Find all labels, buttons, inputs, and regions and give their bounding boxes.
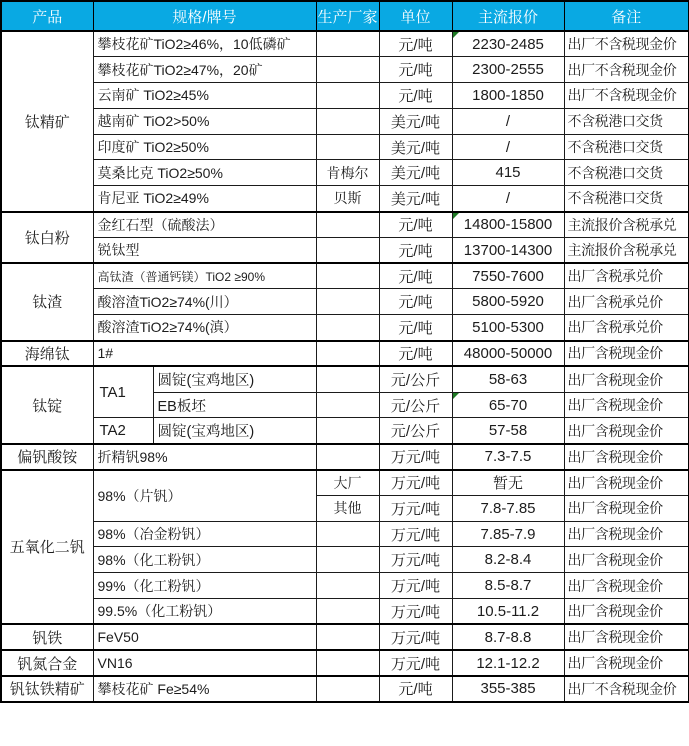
table-row [1,160,689,186]
unit-cell: 元/吨 [379,83,452,109]
spec-cell: 99.5%（化工粉钒） [93,599,316,625]
unit-cell: 元/吨 [379,289,452,315]
table-row [1,263,689,289]
table-row [1,341,689,367]
price-cell: / [452,186,564,212]
column-header-manufacturer: 生产厂家 [316,1,379,31]
price-cell: 5800-5920 [452,289,564,315]
price-cell: 48000-50000 [452,341,564,367]
price-cell: 10.5-11.2 [452,599,564,625]
manufacturer-cell [316,573,379,599]
product-cell: 钛白粉 [1,212,93,264]
note-cell: 出厂含税现金价 [564,444,689,470]
table-row [1,212,689,238]
note-cell: 出厂含税现金价 [564,392,689,418]
table-row [1,134,689,160]
manufacturer-cell [316,263,379,289]
price-cell: 14800-15800 [452,212,564,238]
manufacturer-cell [316,650,379,676]
note-cell: 出厂含税现金价 [564,495,689,521]
product-cell: 钛精矿 [1,31,93,212]
spec-cell: 高钛渣（普通钙镁）TiO2 ≥90% [93,263,316,289]
manufacturer-cell [316,315,379,341]
manufacturer-cell [316,83,379,109]
spec-cell: 攀枝花矿 Fe≥54% [93,676,316,702]
manufacturer-cell: 贝斯 [316,186,379,212]
unit-cell: 美元/吨 [379,186,452,212]
column-header-unit: 单位 [379,1,452,31]
spec-grade-cell: TA1 [93,366,153,418]
manufacturer-cell [316,392,379,418]
table-row [1,31,689,57]
unit-cell: 万元/吨 [379,444,452,470]
spec-cell: 攀枝花矿TiO2≥46%，10低磷矿 [93,31,316,57]
spec-grade-cell: TA2 [93,418,153,444]
spec-cell: 锐钛型 [93,237,316,263]
note-cell: 出厂含税现金价 [564,521,689,547]
price-cell: / [452,134,564,160]
product-cell: 海绵钛 [1,341,93,367]
unit-cell: 元/公斤 [379,418,452,444]
unit-cell: 元/吨 [379,237,452,263]
table-row [1,573,689,599]
price-cell: 5100-5300 [452,315,564,341]
note-cell: 出厂含税现金价 [564,341,689,367]
note-cell: 出厂含税现金价 [564,650,689,676]
product-cell: 钛渣 [1,263,93,340]
column-header-price: 主流报价 [452,1,564,31]
table-row [1,237,689,263]
product-cell: 钒氮合金 [1,650,93,676]
unit-cell: 万元/吨 [379,573,452,599]
note-cell: 出厂不含税现金价 [564,31,689,57]
note-cell: 主流报价含税承兑 [564,237,689,263]
manufacturer-cell [316,599,379,625]
note-cell: 不含税港口交货 [564,134,689,160]
table-row [1,624,689,650]
note-cell: 出厂含税现金价 [564,418,689,444]
price-cell: 415 [452,160,564,186]
table-row [1,676,689,702]
price-cell: 2230-2485 [452,31,564,57]
column-header-product: 产品 [1,1,93,31]
table-row [1,470,689,496]
table-row [1,315,689,341]
manufacturer-cell [316,341,379,367]
table-row [1,366,689,392]
note-cell: 出厂含税承兑价 [564,263,689,289]
price-cell: 2300-2555 [452,57,564,83]
unit-cell: 万元/吨 [379,624,452,650]
unit-cell: 美元/吨 [379,108,452,134]
spec-cell: 圆锭(宝鸡地区) [153,418,316,444]
manufacturer-cell [316,676,379,702]
unit-cell: 元/吨 [379,57,452,83]
spec-cell: 99%（化工粉钒） [93,573,316,599]
unit-cell: 美元/吨 [379,134,452,160]
spec-cell: 莫桑比克 TiO2≥50% [93,160,316,186]
spec-cell: FeV50 [93,624,316,650]
note-cell: 不含税港口交货 [564,108,689,134]
table-row [1,521,689,547]
unit-cell: 万元/吨 [379,470,452,496]
price-cell: 7.3-7.5 [452,444,564,470]
unit-cell: 万元/吨 [379,521,452,547]
manufacturer-cell: 其他 [316,495,379,521]
manufacturer-cell [316,237,379,263]
price-cell: 355-385 [452,676,564,702]
spec-cell: 金红石型（硫酸法） [93,212,316,238]
unit-cell: 元/公斤 [379,392,452,418]
unit-cell: 万元/吨 [379,650,452,676]
column-header-note: 备注 [564,1,689,31]
price-cell: 暂无 [452,470,564,496]
note-cell: 出厂不含税现金价 [564,676,689,702]
table-row [1,108,689,134]
spec-cell: 攀枝花矿TiO2≥47%，20矿 [93,57,316,83]
unit-cell: 元/吨 [379,212,452,238]
manufacturer-cell [316,624,379,650]
manufacturer-cell [316,134,379,160]
note-cell: 出厂含税现金价 [564,599,689,625]
unit-cell: 万元/吨 [379,599,452,625]
note-cell: 出厂含税现金价 [564,470,689,496]
note-cell: 不含税港口交货 [564,160,689,186]
price-cell: / [452,108,564,134]
price-cell: 1800-1850 [452,83,564,109]
price-cell: 7.85-7.9 [452,521,564,547]
table-row [1,599,689,625]
note-cell: 出厂含税承兑价 [564,289,689,315]
product-cell: 五氧化二钒 [1,470,93,625]
manufacturer-cell [316,521,379,547]
note-cell: 出厂不含税现金价 [564,57,689,83]
spec-cell: EB板坯 [153,392,316,418]
manufacturer-cell [316,547,379,573]
note-cell: 主流报价含税承兑 [564,212,689,238]
manufacturer-cell [316,289,379,315]
manufacturer-cell [316,444,379,470]
spec-cell: 98%（片钒） [93,470,316,522]
table-row [1,418,689,444]
spec-cell: 越南矿 TiO2>50% [93,108,316,134]
price-cell: 13700-14300 [452,237,564,263]
price-cell: 8.7-8.8 [452,624,564,650]
price-cell: 57-58 [452,418,564,444]
spec-cell: 圆锭(宝鸡地区) [153,366,316,392]
unit-cell: 美元/吨 [379,160,452,186]
note-cell: 出厂含税现金价 [564,573,689,599]
manufacturer-cell: 大厂 [316,470,379,496]
note-cell: 不含税港口交货 [564,186,689,212]
price-cell: 12.1-12.2 [452,650,564,676]
manufacturer-cell: 肯梅尔 [316,160,379,186]
spec-cell: 98%（化工粉钒） [93,547,316,573]
unit-cell: 万元/吨 [379,495,452,521]
note-cell: 出厂不含税现金价 [564,83,689,109]
price-table-body [1,31,689,702]
note-cell: 出厂含税现金价 [564,366,689,392]
manufacturer-cell [316,108,379,134]
manufacturer-cell [316,418,379,444]
product-cell: 钒钛铁精矿 [1,676,93,702]
spec-cell: 肯尼亚 TiO2≥49% [93,186,316,212]
spec-cell: 云南矿 TiO2≥45% [93,83,316,109]
spec-cell: 1# [93,341,316,367]
spec-cell: 酸溶渣TiO2≥74%(川） [93,289,316,315]
header-row [1,1,689,31]
spec-cell: 折精钒98% [93,444,316,470]
spec-cell: 酸溶渣TiO2≥74%(滇） [93,315,316,341]
price-cell: 8.2-8.4 [452,547,564,573]
product-cell: 偏钒酸铵 [1,444,93,470]
price-cell: 58-63 [452,366,564,392]
unit-cell: 元/吨 [379,263,452,289]
price-cell: 7550-7600 [452,263,564,289]
table-row [1,547,689,573]
unit-cell: 元/吨 [379,31,452,57]
unit-cell: 元/公斤 [379,366,452,392]
product-cell: 钒铁 [1,624,93,650]
table-row [1,289,689,315]
manufacturer-cell [316,57,379,83]
unit-cell: 元/吨 [379,315,452,341]
unit-cell: 元/吨 [379,676,452,702]
note-cell: 出厂含税现金价 [564,624,689,650]
unit-cell: 元/吨 [379,341,452,367]
note-cell: 出厂含税现金价 [564,547,689,573]
price-cell: 8.5-8.7 [452,573,564,599]
manufacturer-cell [316,31,379,57]
spec-cell: VN16 [93,650,316,676]
manufacturer-cell [316,212,379,238]
table-row [1,57,689,83]
table-row [1,186,689,212]
column-header-spec: 规格/牌号 [93,1,316,31]
table-row [1,444,689,470]
product-cell: 钛锭 [1,366,93,443]
spec-cell: 印度矿 TiO2≥50% [93,134,316,160]
price-cell: 65-70 [452,392,564,418]
table-row [1,650,689,676]
spec-cell: 98%（冶金粉钒） [93,521,316,547]
manufacturer-cell [316,366,379,392]
note-cell: 出厂含税承兑价 [564,315,689,341]
table-row [1,83,689,109]
price-cell: 7.8-7.85 [452,495,564,521]
unit-cell: 万元/吨 [379,547,452,573]
